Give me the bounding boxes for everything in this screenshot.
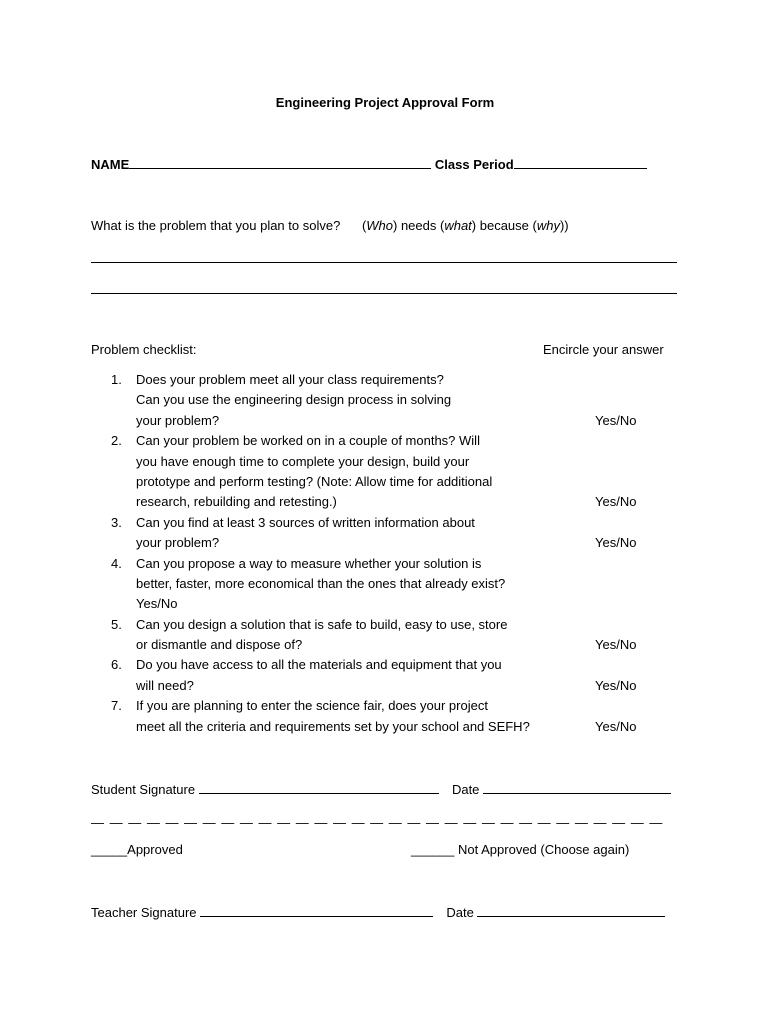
checklist-item-text: meet all the criteria and requirements set by your school and SEFH? — [136, 718, 530, 734]
checklist-item-text: prototype and perform testing? (Note: Allow time for additional — [136, 473, 493, 489]
encircle-label: Encircle your answer — [543, 342, 664, 357]
checklist-item-text: Yes/No — [136, 596, 178, 612]
checklist-line — [91, 696, 681, 716]
checklist-line — [91, 390, 681, 410]
checklist-item — [91, 431, 681, 513]
teacher-date-label: Date — [446, 905, 474, 920]
checklist-line — [91, 431, 681, 451]
student-date-label: Date — [451, 782, 480, 797]
checklist-item — [91, 696, 681, 737]
checklist-item-text: Can your problem be worked on in a couple of months? Will — [136, 433, 480, 449]
name-field[interactable] — [129, 156, 431, 169]
checklist-item-text: Does your problem meet all your class requirements? — [136, 372, 444, 387]
checklist-line — [91, 594, 681, 614]
cut-separator: — — — — — — — — — — — — — — — — — — — — — — — — — — — — — — — — [91, 815, 664, 830]
checklist-item — [91, 554, 681, 615]
checklist-line — [91, 452, 681, 472]
student-date-field[interactable] — [483, 781, 671, 794]
checklist-line — [91, 635, 681, 655]
checklist-line — [91, 533, 681, 553]
teacher-signature-row — [91, 904, 665, 920]
checklist-item-text: will need? — [136, 677, 194, 693]
checklist-item-text: your problem? — [136, 535, 220, 551]
checklist-item-number: 2. — [111, 433, 122, 449]
checklist-item-number: 3. — [111, 514, 122, 530]
checklist-line — [91, 492, 681, 512]
class-period-label: Class Period — [434, 157, 514, 172]
problem-answer-line-1[interactable] — [91, 262, 677, 263]
problem-answer-line-2[interactable] — [91, 293, 677, 294]
checklist-item-number: 1. — [111, 372, 122, 387]
problem-question — [91, 218, 569, 233]
not-approved-option[interactable] — [411, 842, 629, 857]
checklist-item-text: Can you propose a way to measure whether your solution is — [136, 555, 482, 571]
teacher-date-field[interactable] — [477, 904, 665, 917]
student-signature-row — [91, 781, 671, 797]
class-period-field[interactable] — [514, 156, 647, 169]
checklist-line — [91, 717, 681, 737]
checklist-line — [91, 513, 681, 533]
yes-no-answer[interactable]: Yes/No — [595, 494, 637, 510]
checklist-line — [91, 554, 681, 574]
problem-question-text: What is the problem that you plan to solve? — [91, 218, 341, 233]
checklist-item — [91, 615, 681, 656]
checklist-item-text: your problem? — [136, 412, 220, 428]
checklist-line — [91, 411, 681, 431]
checklist-item-text: Can you design a solution that is safe to build, easy to use, store — [136, 616, 508, 632]
approved-blank[interactable]: _____ — [91, 842, 128, 857]
checklist-item — [91, 655, 681, 696]
name-label: NAME — [91, 157, 130, 172]
checklist-item-number: 5. — [111, 616, 122, 632]
teacher-signature-field[interactable] — [200, 904, 433, 917]
not-approved-blank[interactable]: ______ — [411, 842, 455, 857]
page-title: Engineering Project Approval Form — [275, 95, 495, 110]
student-signature-label: Student Signature — [91, 782, 196, 797]
checklist-item-text: If you are planning to enter the science fair, does your project — [136, 698, 488, 714]
checklist-item-text: or dismantle and dispose of? — [136, 637, 303, 653]
checklist-item — [91, 513, 681, 554]
checklist-item-text: Do you have access to all the materials and equipment that you — [136, 657, 502, 673]
checklist-item-text: research, rebuilding and retesting.) — [136, 494, 337, 510]
checklist-item-number: 4. — [111, 555, 122, 571]
checklist-item-number: 7. — [111, 698, 122, 714]
checklist-item-text: Can you find at least 3 sources of written information about — [136, 514, 475, 530]
checklist-item-text: Can you use the engineering design process in solving — [136, 392, 452, 408]
checklist — [91, 370, 681, 737]
checklist-item-text: better, faster, more economical than the ones that already exist? — [136, 575, 506, 591]
checklist-line — [91, 472, 681, 492]
yes-no-answer[interactable]: Yes/No — [595, 412, 637, 428]
approved-option[interactable] — [91, 842, 183, 857]
checklist-title: Problem checklist: — [91, 342, 197, 357]
yes-no-answer[interactable]: Yes/No — [595, 677, 637, 693]
checklist-line — [91, 655, 681, 675]
yes-no-answer[interactable]: Yes/No — [595, 718, 637, 734]
checklist-line — [91, 676, 681, 696]
checklist-item-number: 6. — [111, 657, 122, 673]
checklist-line — [91, 615, 681, 635]
student-signature-field[interactable] — [199, 781, 439, 794]
checklist-line — [91, 370, 681, 390]
checklist-item — [91, 370, 681, 431]
yes-no-answer[interactable]: Yes/No — [595, 637, 637, 653]
problem-hint: (Who) needs (what) because (why)) — [361, 218, 569, 233]
teacher-signature-label: Teacher Signature — [91, 905, 197, 920]
name-row — [91, 156, 647, 172]
approved-label: Approved — [127, 842, 183, 857]
checklist-line — [91, 574, 681, 594]
yes-no-answer[interactable]: Yes/No — [595, 535, 637, 551]
checklist-item-text: you have enough time to complete your design, build your — [136, 453, 470, 469]
not-approved-label: Not Approved (Choose again) — [458, 842, 630, 857]
